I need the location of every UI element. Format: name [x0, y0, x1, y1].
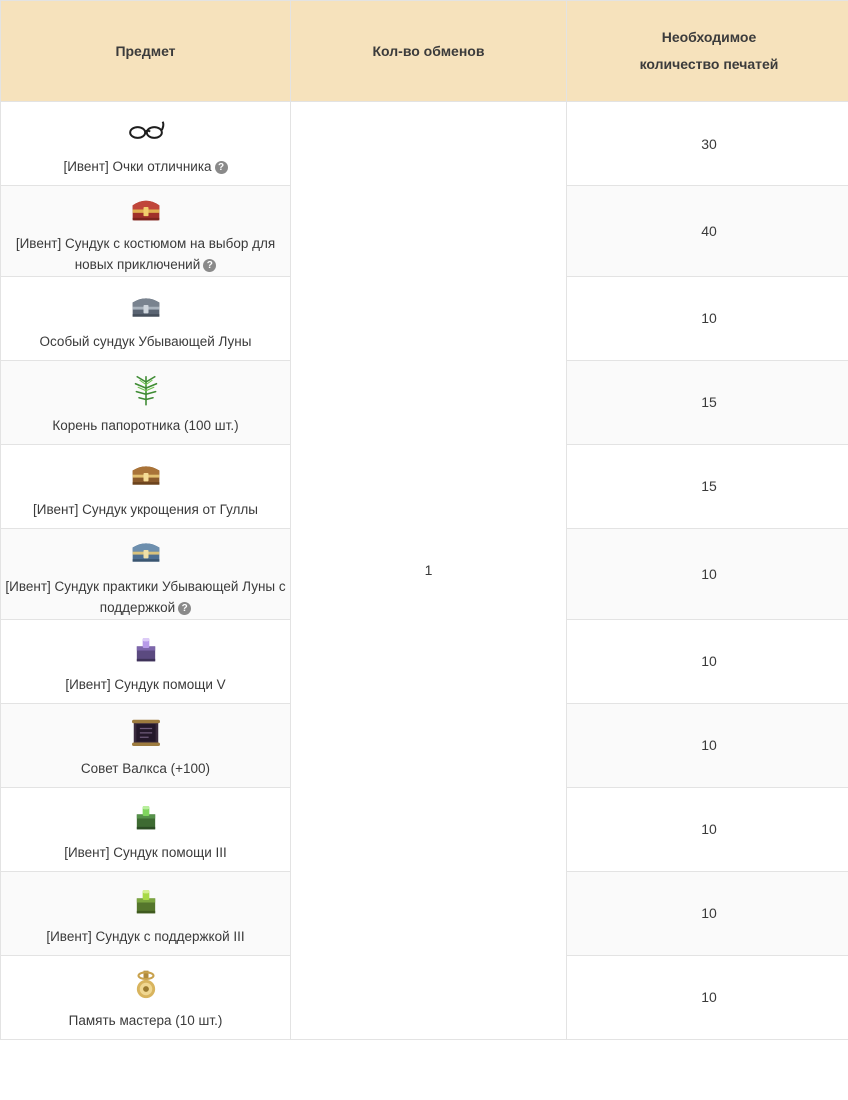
table-header-row — [1, 1, 848, 102]
table-header — [1, 1, 848, 102]
exchange-count-cell: 1 — [291, 102, 567, 1040]
item-cell — [1, 444, 291, 528]
item-label: Память мастера (10 шт.) — [68, 1012, 223, 1028]
column-header-count — [291, 1, 567, 102]
column-header-item-label: Предмет — [115, 42, 176, 59]
item-label: [Ивент] Сундук укрощения от Гуллы — [32, 501, 259, 517]
seal-count-cell: 15 — [567, 360, 848, 444]
item-cell — [1, 186, 291, 277]
help-icon[interactable]: ? — [215, 161, 228, 174]
green-box-icon — [1, 795, 290, 837]
seal-count-cell: 40 — [567, 186, 848, 277]
item-label: [Ивент] Очки отличника — [63, 159, 212, 175]
item-label: [Ивент] Сундук с костюмом на выбор для новых приключений — [15, 236, 276, 272]
item-label: Особый сундук Убывающей Луны — [39, 333, 252, 349]
seal-count-cell: 30 — [567, 102, 848, 186]
medal-icon — [1, 963, 290, 1005]
item-label: [Ивент] Сундук помощи V — [65, 676, 226, 692]
seal-count-cell: 15 — [567, 444, 848, 528]
seal-count-cell: 10 — [567, 955, 848, 1039]
item-cell — [1, 360, 291, 444]
item-cell — [1, 102, 291, 186]
seal-count-cell: 10 — [567, 619, 848, 703]
item-cell — [1, 528, 291, 619]
column-header-count-label: Кол-во обменов — [372, 42, 485, 59]
item-cell — [1, 703, 291, 787]
item-label: Корень папоротника (100 шт.) — [52, 417, 239, 433]
item-label: [Ивент] Сундук с поддержкой III — [46, 928, 245, 944]
item-cell — [1, 276, 291, 360]
blue-chest-icon — [1, 529, 290, 571]
help-icon[interactable]: ? — [203, 259, 216, 272]
lime-box-icon — [1, 879, 290, 921]
seal-count-cell: 10 — [567, 528, 848, 619]
column-header-seals-line2: количество печатей — [639, 56, 779, 72]
column-header-seals — [567, 1, 848, 102]
help-icon[interactable]: ? — [178, 602, 191, 615]
item-label: Совет Валкса (+100) — [80, 760, 211, 776]
red-chest-icon — [1, 186, 290, 228]
brown-chest-icon — [1, 452, 290, 494]
item-cell — [1, 955, 291, 1039]
item-cell — [1, 871, 291, 955]
purple-box-icon — [1, 627, 290, 669]
fern-root-icon — [1, 368, 290, 410]
seal-count-cell: 10 — [567, 871, 848, 955]
seal-count-cell: 10 — [567, 787, 848, 871]
column-header-item — [1, 1, 291, 102]
scroll-icon — [1, 711, 290, 753]
column-header-seals-line1: Необходимое — [661, 29, 757, 46]
stone-chest-icon — [1, 284, 290, 326]
table-row — [1, 102, 848, 186]
item-label: [Ивент] Сундук помощи III — [64, 844, 227, 860]
table-body — [1, 102, 848, 1040]
item-label: [Ивент] Сундук практики Убывающей Луны с поддержкой — [5, 578, 286, 615]
glasses-icon — [1, 109, 290, 151]
item-cell — [1, 619, 291, 703]
item-cell — [1, 787, 291, 871]
seal-count-cell: 10 — [567, 276, 848, 360]
seal-count-cell: 10 — [567, 703, 848, 787]
